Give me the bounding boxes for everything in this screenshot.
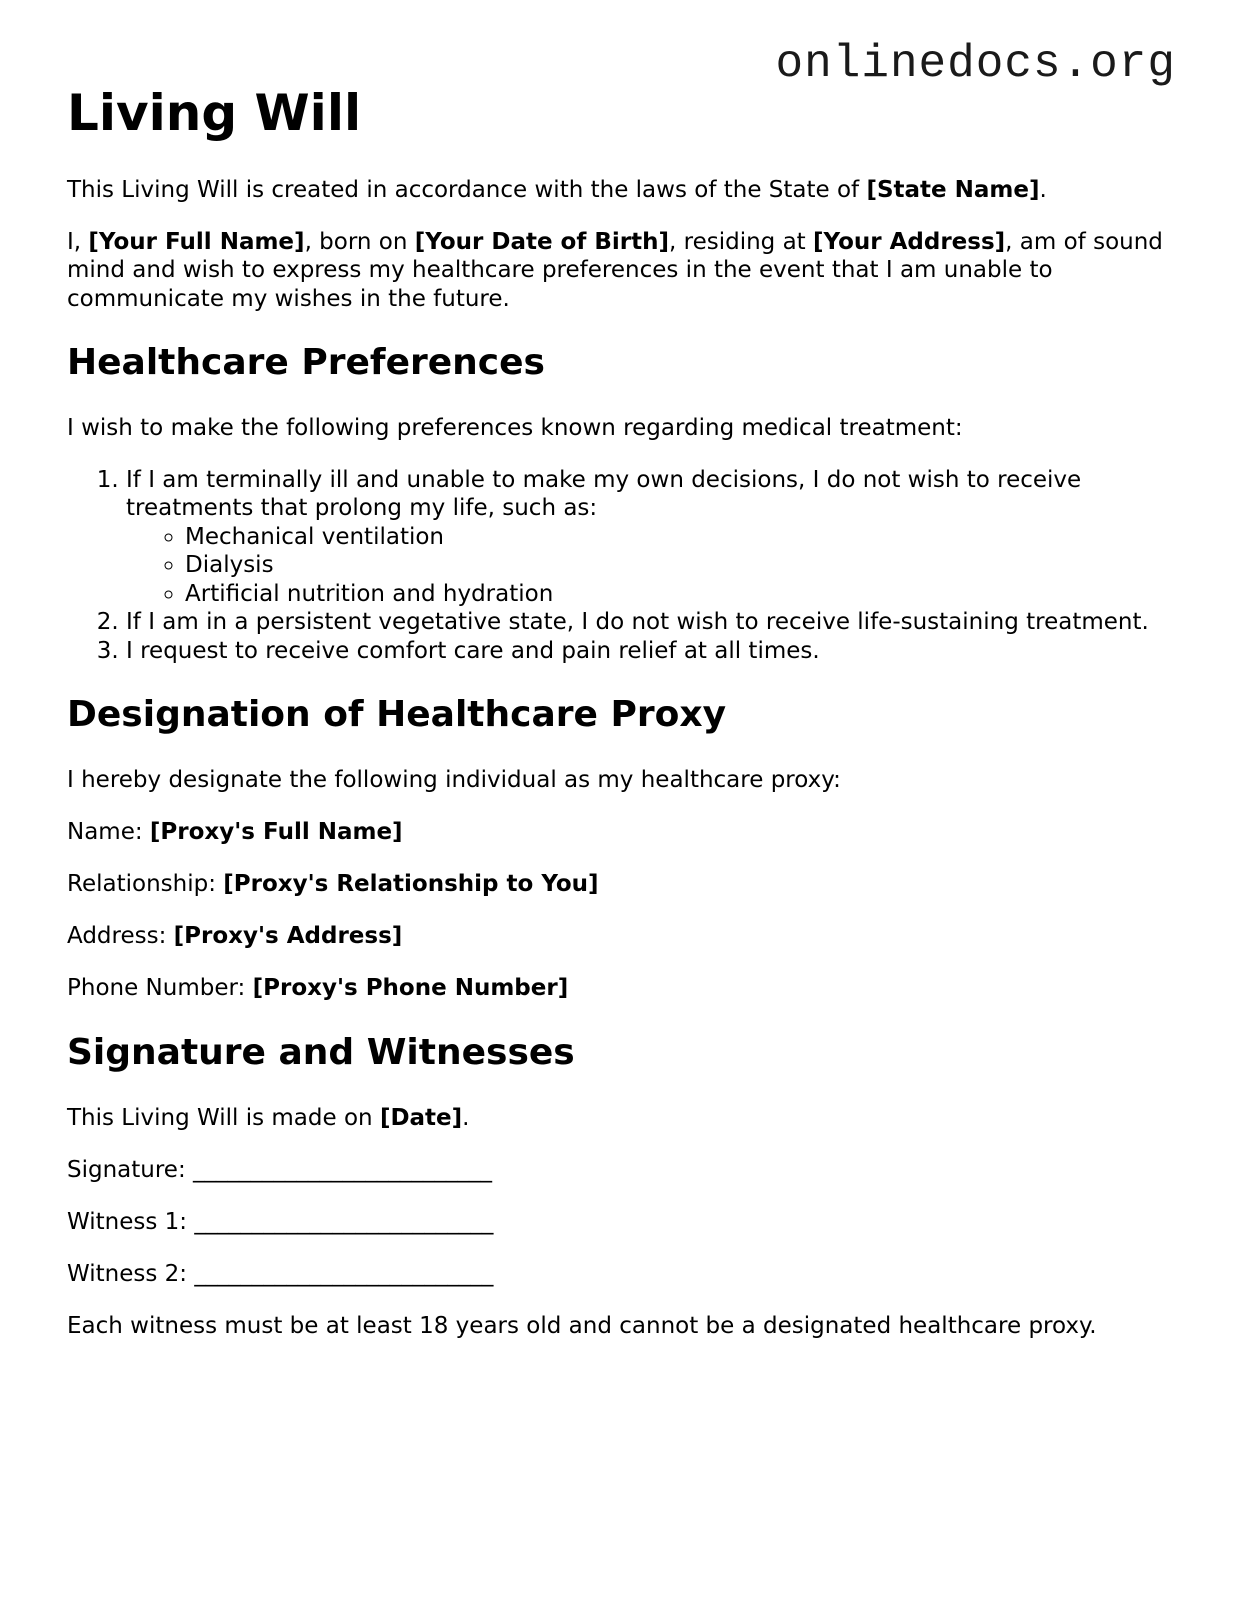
state-name-placeholder: [State Name] (866, 177, 1040, 203)
document-title: Living Will (67, 84, 362, 142)
section-heading-signature: Signature and Witnesses (67, 1031, 575, 1073)
field-label: Relationship: (67, 871, 224, 897)
state-suffix: . (1039, 177, 1047, 203)
list-item: 2. If I am in a persistent vegetative state, I do not wish to receive life-sustaining treatment. (126, 608, 1177, 637)
made-on-suffix: . (462, 1104, 470, 1131)
witness-1-line (67, 1208, 1177, 1237)
field-value: [Proxy's Phone Number] (252, 975, 569, 1001)
proxy-relationship-field (67, 870, 1177, 899)
witness-2-line (67, 1260, 1177, 1289)
proxy-address-field (67, 922, 1177, 951)
sublist-item: ◦ Mechanical ventilation (185, 523, 1177, 552)
treatments-sublist (126, 523, 1177, 609)
list-item (126, 466, 1177, 609)
field-value: [Proxy's Relationship to You] (223, 871, 599, 897)
sublist-item: ◦ Dialysis (185, 551, 1177, 580)
list-item: 3. I request to receive comfort care and pain relief at all times. (126, 637, 1177, 666)
line-label: Signature: (67, 1156, 194, 1183)
dob-placeholder: [Your Date of Birth] (414, 228, 670, 255)
witness-1-blank: __________________________ (194, 1208, 494, 1235)
list-item-text: If I am terminally ill and unable to make my own decisions, I do not wish to receive treatments that prolong my life, such as: (126, 466, 1082, 521)
sublist-item: ◦ Artificial nutrition and hydration (185, 580, 1177, 609)
field-label: Address: (67, 923, 174, 949)
born-on-text: , born on (304, 228, 415, 255)
field-label: Phone Number: (67, 975, 253, 1001)
declarant-prefix: I, (67, 228, 89, 255)
signature-blank: __________________________ (193, 1156, 493, 1183)
made-on-prefix: This Living Will is made on (67, 1104, 380, 1131)
line-label: Witness 2: (67, 1260, 195, 1287)
residing-text: , residing at (669, 228, 814, 255)
field-value: [Proxy's Address] (173, 923, 403, 949)
declarant-clause (67, 228, 1177, 314)
field-label: Name: (67, 819, 150, 845)
section-heading-proxy: Designation of Healthcare Proxy (67, 694, 727, 735)
proxy-name-field (67, 818, 1177, 847)
state-prefix: This Living Will is created in accordance with the laws of the State of (67, 177, 867, 203)
field-value: [Proxy's Full Name] (149, 819, 403, 845)
watermark-logo: onlinedocs.org (775, 38, 1176, 90)
address-placeholder: [Your Address] (813, 228, 1006, 255)
state-clause (67, 176, 1177, 205)
document-page (67, 0, 1177, 1340)
proxy-phone-field (67, 974, 1177, 1003)
witness-2-blank: __________________________ (194, 1260, 494, 1287)
date-placeholder: [Date] (379, 1104, 463, 1131)
signature-line (67, 1156, 1177, 1185)
declarant-rest: , am of sound mind and wish to express my healthcare preferences in the event that I am unable to communicate my wishes in the future. (67, 228, 1163, 312)
line-label: Witness 1: (67, 1208, 195, 1235)
preferences-list (67, 466, 1177, 666)
preferences-lead: I wish to make the following preferences known regarding medical treatment: (67, 415, 963, 441)
full-name-placeholder: [Your Full Name] (88, 228, 305, 255)
witness-note: Each witness must be at least 18 years old and cannot be a designated healthcare proxy. (67, 1312, 1097, 1339)
section-heading-preferences: Healthcare Preferences (67, 342, 545, 383)
proxy-lead: I hereby designate the following individual as my healthcare proxy: (67, 767, 841, 793)
made-on-clause (67, 1104, 1177, 1133)
